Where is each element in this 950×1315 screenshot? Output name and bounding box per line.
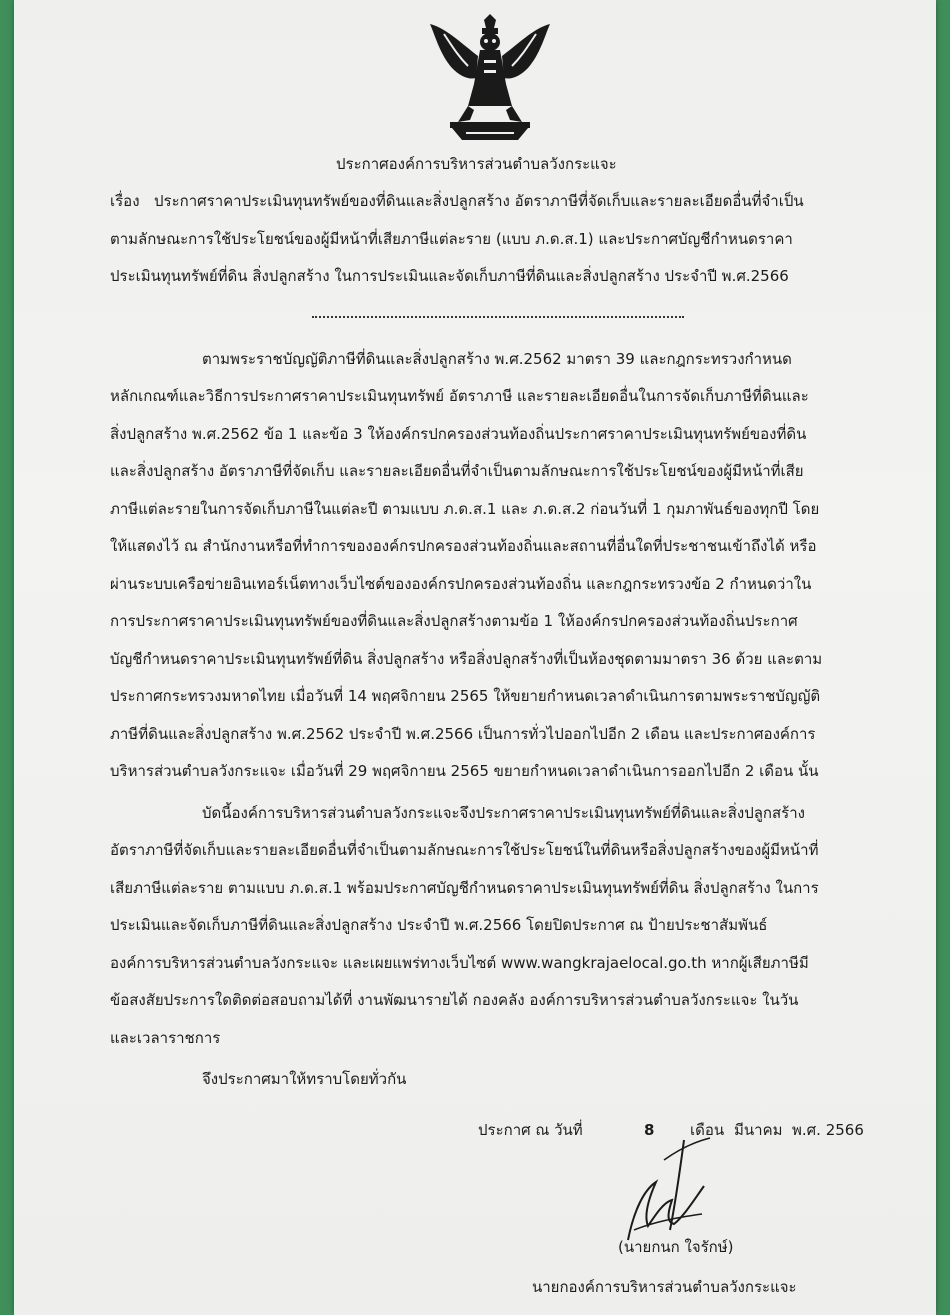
dateline-month-label: เดือน (690, 1121, 725, 1139)
subject-line-1: ประกาศราคาประเมินทุนทรัพย์ของที่ดินและสิ่งปลูกสร้าง อัตราภาษีที่จัดเก็บและรายละเอียดอื่นที่จำเป็น (154, 192, 804, 210)
subject-line-2: ตามลักษณะการใช้ประโยชน์ของผู้มีหน้าที่เสียภาษีแต่ละราย (แบบ ภ.ด.ส.1) และประกาศบัญชีกำหนดราคา (110, 230, 793, 248)
paragraph-line: องค์การบริหารส่วนตำบลวังกระแจะ และเผยแพร่ทางเว็บไซต์ www.wangkrajaelocal.go.th หากผู้เสียภาษีมี (110, 954, 809, 972)
dotted-separator (312, 312, 684, 318)
paragraph-line: การประกาศราคาประเมินทุนทรัพย์ของที่ดินและสิ่งปลูกสร้างตามข้อ 1 ให้องค์กรปกครองส่วนท้องถิ่นประกาศ (110, 612, 798, 630)
paragraph-line: ประเมินและจัดเก็บภาษีที่ดินและสิ่งปลูกสร้าง ประจำปี พ.ศ.2566 โดยปิดประกาศ ณ ป้ายประชาสัมพันธ์ (110, 916, 768, 934)
paragraph-line: บัญชีกำหนดราคาประเมินทุนทรัพย์ที่ดิน สิ่งปลูกสร้าง หรือสิ่งปลูกสร้างที่เป็นห้องชุดตามมาตรา 36 ด้วย และตาม (110, 650, 823, 668)
signatory-name: (นายกนก ใจรักษ์) (618, 1238, 734, 1256)
paragraph-line: เสียภาษีแต่ละราย ตามแบบ ภ.ด.ส.1 พร้อมประกาศบัญชีกำหนดราคาประเมินทุนทรัพย์ที่ดิน สิ่งปลูกสร้าง ในการ (110, 879, 819, 897)
paragraph-line: ให้แสดงไว้ ณ สำนักงานหรือที่ทำการขององค์กรปกครองส่วนท้องถิ่นและสถานที่อื่นใดที่ประชาชนเข้าถึงได้ หรือ (110, 537, 817, 555)
paragraph-line: ตามพระราชบัญญัติภาษีที่ดินและสิ่งปลูกสร้าง พ.ศ.2562 มาตรา 39 และกฎกระทรวงกำหนด (202, 350, 792, 368)
paragraph-line: และสิ่งปลูกสร้าง อัตราภาษีที่จัดเก็บ และรายละเอียดอื่นที่จำเป็นตามลักษณะการใช้ประโยชน์ของผู้มีหน้าที่เสีย (110, 462, 804, 480)
paragraph-line: ภาษีแต่ละรายในการจัดเก็บภาษีในแต่ละปี ตามแบบ ภ.ด.ส.1 และ ภ.ด.ส.2 ก่อนวันที่ 1 กุมภาพันธ์ของทุกปี โดย (110, 500, 820, 518)
paragraph-line: และเวลาราชการ (110, 1029, 221, 1047)
paragraph-line: ภาษีที่ดินและสิ่งปลูกสร้าง พ.ศ.2562 ประจำปี พ.ศ.2566 เป็นการทั่วไปออกไปอีก 2 เดือน และประกาศองค์การ (110, 725, 816, 743)
document-page (14, 0, 936, 1315)
dateline-prefix: ประกาศ ณ วันที่ (478, 1121, 583, 1139)
garuda-emblem-icon (422, 14, 558, 144)
dateline-year: พ.ศ. 2566 (792, 1121, 864, 1139)
paragraph-line: ข้อสงสัยประการใดติดต่อสอบถามได้ที่ งานพัฒนารายได้ กองคลัง องค์การบริหารส่วนตำบลวังกระแจะ ในวัน (110, 991, 799, 1009)
signatory-position: นายกองค์การบริหารส่วนตำบลวังกระแจะ (532, 1278, 797, 1296)
paragraph-line: สิ่งปลูกสร้าง พ.ศ.2562 ข้อ 1 และข้อ 3 ให้องค์กรปกครองส่วนท้องถิ่นประกาศราคาประเมินทุนทรัพย์ของที่ดิน (110, 425, 807, 443)
paragraph-line: อัตราภาษีที่จัดเก็บและรายละเอียดอื่นที่จำเป็นตามลักษณะการใช้ประโยชน์ในที่ดินหรือสิ่งปลูกสร้างของผู้มีหน้าที่ (110, 841, 819, 859)
dateline-month: มีนาคม (734, 1121, 783, 1139)
paragraph-line: ผ่านระบบเครือข่ายอินเทอร์เน็ตทางเว็บไซต์ขององค์กรปกครองส่วนท้องถิ่น และกฎกระทรวงข้อ 2 กำหนดว่าใน (110, 575, 812, 593)
paragraph-line: บัดนี้องค์การบริหารส่วนตำบลวังกระแจะจึงประกาศราคาประเมินทุนทรัพย์ที่ดินและสิ่งปลูกสร้าง (202, 804, 805, 822)
paragraph-line: ประกาศกระทรวงมหาดไทย เมื่อวันที่ 14 พฤศจิกายน 2565 ให้ขยายกำหนดเวลาดำเนินการตามพระราชบัญญัติ (110, 687, 821, 705)
subject-line-3: ประเมินทุนทรัพย์ที่ดิน สิ่งปลูกสร้าง ในการประเมินและจัดเก็บภาษีที่ดินและสิ่งปลูกสร้าง ประจำปี พ.ศ.2566 (110, 267, 789, 285)
announcement-title: ประกาศองค์การบริหารส่วนตำบลวังกระแจะ (336, 155, 617, 173)
paragraph-line: หลักเกณฑ์และวิธีการประกาศราคาประเมินทุนทรัพย์ อัตราภาษี และรายละเอียดอื่นในการจัดเก็บภาษีที่ดินและ (110, 387, 809, 405)
handwritten-signature-icon (614, 1130, 724, 1250)
subject-label: เรื่อง (110, 192, 140, 210)
closing-statement: จึงประกาศมาให้ทราบโดยทั่วกัน (202, 1070, 407, 1088)
dateline-day: 8 (644, 1121, 655, 1139)
paragraph-line: บริหารส่วนตำบลวังกระแจะ เมื่อวันที่ 29 พฤศจิกายน 2565 ขยายกำหนดเวลาดำเนินการออกไปอีก 2 เดือน นั้น (110, 762, 819, 780)
